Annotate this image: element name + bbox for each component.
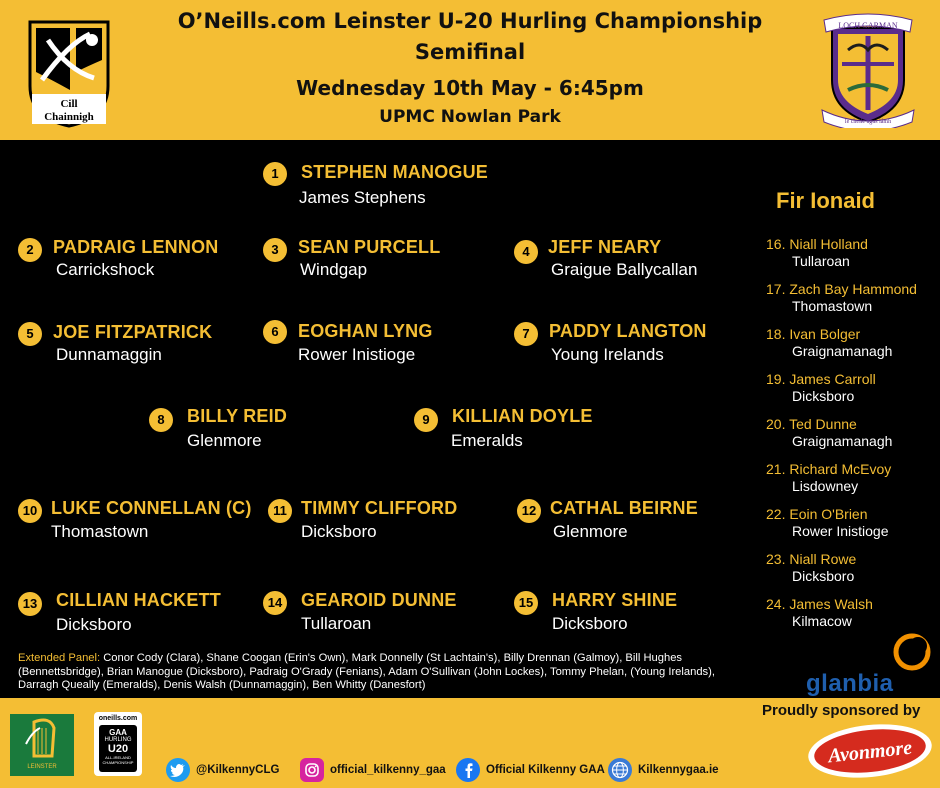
avonmore-text: Avonmore: [827, 736, 914, 768]
player-club: Tullaroan: [301, 614, 372, 633]
sub-name: 20. Ted Dunne: [766, 416, 857, 432]
subs-title: Fir Ionaid: [776, 188, 875, 213]
player-club: James Stephens: [299, 188, 426, 207]
player-name: PADDY LANGTON: [549, 321, 707, 341]
sponsor-caption: Proudly sponsored by: [762, 702, 921, 719]
website-url: Kilkennygaa.ie: [638, 764, 719, 776]
twitter-icon: [166, 758, 190, 782]
player-number-badge: 1: [263, 162, 287, 186]
player-number-badge: 15: [514, 591, 538, 615]
player-name: KILLIAN DOYLE: [452, 406, 593, 426]
player-club: Glenmore: [553, 522, 628, 541]
sub-club: Dicksboro: [792, 388, 855, 404]
u20-logo-bottom: ALL-IRELAND CHAMPIONSHIP: [102, 755, 134, 765]
player-club: Carrickshock: [56, 260, 155, 279]
sub-name: 18. Ivan Bolger: [766, 326, 861, 342]
sub-name: 22. Eoin O'Brien: [766, 506, 868, 522]
u20-logo-top: oneills.com: [98, 715, 138, 722]
instagram-icon: [300, 758, 324, 782]
u20-logo-body: [99, 725, 137, 772]
sub-name: 24. James Walsh: [766, 596, 873, 612]
sub-item: [766, 281, 936, 314]
facebook-handle: Official Kilkenny GAA: [486, 764, 605, 776]
player-number-badge: 3: [263, 238, 287, 262]
player-name: JEFF NEARY: [548, 237, 662, 257]
player-name: PADRAIG LENNON: [53, 237, 219, 257]
player-number-badge: 14: [263, 591, 287, 615]
footer-banner: [0, 698, 940, 788]
sub-club: Lisdowney: [792, 478, 859, 494]
sub-club: Graignamanagh: [792, 343, 893, 359]
player-club: Emeralds: [451, 431, 523, 450]
player-club: Glenmore: [187, 431, 262, 450]
sub-club: Rower Inistioge: [792, 523, 889, 539]
sub-item: [766, 506, 936, 539]
sub-club: Thomastown: [792, 298, 873, 314]
player-number-badge: 12: [517, 499, 541, 523]
player-club: Dicksboro: [301, 522, 377, 541]
player-club: Windgap: [300, 260, 368, 279]
player-name: TIMMY CLIFFORD: [301, 498, 458, 518]
leinster-logo-text: LEINSTER: [27, 764, 57, 770]
sub-item: [766, 461, 936, 494]
sub-item: [766, 236, 936, 269]
player-club: Graigue Ballycallan: [551, 260, 698, 279]
player-number-badge: 4: [514, 240, 538, 264]
u20-logo-gaa: GAA: [109, 728, 127, 737]
player-name: GEAROID DUNNE: [301, 590, 457, 610]
player-number-badge: 13: [18, 592, 42, 616]
player-number-badge: 10: [18, 499, 42, 523]
player-name: BILLY REID: [187, 406, 288, 426]
player-number-badge: 7: [514, 322, 538, 346]
header-banner: [0, 0, 940, 140]
facebook-icon: [456, 758, 480, 782]
svg-text:Chainnigh: Chainnigh: [44, 111, 94, 123]
facebook-link[interactable]: [456, 758, 605, 782]
player-club: Dicksboro: [552, 614, 628, 633]
harp-icon: [10, 714, 74, 764]
website-link[interactable]: [608, 758, 719, 782]
player-name: LUKE CONNELLAN (C): [51, 498, 252, 518]
player-club: Thomastown: [51, 522, 149, 541]
globe-icon: [608, 758, 632, 782]
sub-item: [766, 416, 936, 449]
svg-text:Cill: Cill: [60, 98, 78, 110]
u20-logo-u20: U20: [107, 743, 129, 755]
extended-panel-label: Extended Panel:: [18, 652, 104, 664]
player-name: SEAN PURCELL: [298, 237, 441, 257]
player-number-badge: 2: [18, 238, 42, 262]
instagram-handle: official_kilkenny_gaa: [330, 764, 446, 776]
wexford-motto-text: le cheile agus lámh: [844, 119, 892, 125]
round-label: Semifinal: [414, 40, 526, 64]
player-number-badge: 9: [414, 408, 438, 432]
sub-name: 23. Niall Rowe: [766, 551, 857, 567]
sub-item: [766, 371, 936, 404]
sub-name: 16. Niall Holland: [766, 236, 868, 252]
player-club: Dicksboro: [56, 615, 132, 634]
extended-panel: [18, 652, 758, 693]
sub-item: [766, 596, 936, 629]
player-name: EOGHAN LYNG: [298, 321, 433, 341]
player-number-badge: 6: [263, 320, 287, 344]
match-date: Wednesday 10th May - 6:45pm: [296, 76, 644, 100]
player-club: Rower Inistioge: [298, 345, 416, 364]
u20-logo-hurling: HURLING: [104, 737, 132, 743]
competition-title: O’Neills.com Leinster U-20 Hurling Championship: [177, 9, 763, 33]
player-name: JOE FITZPATRICK: [53, 322, 213, 342]
twitter-link[interactable]: [166, 758, 279, 782]
sub-club: Kilmacow: [792, 613, 852, 629]
player-club: Young Irelands: [551, 345, 664, 364]
u20-championship-logo: [94, 712, 142, 776]
twitter-handle: @KilkennyCLG: [196, 764, 280, 776]
player-name: CATHAL BEIRNE: [550, 498, 698, 518]
sub-name: 21. Richard McEvoy: [766, 461, 892, 477]
sub-club: Dicksboro: [792, 568, 855, 584]
avonmore-logo: [806, 722, 934, 780]
glanbia-swirl-icon: [892, 632, 932, 672]
player-name: STEPHEN MANOGUE: [301, 162, 489, 182]
player-name: CILLIAN HACKETT: [56, 590, 221, 610]
sub-item: [766, 326, 936, 359]
wexford-banner-text: LOCH GARMAN: [838, 21, 898, 30]
leinster-logo: [10, 714, 74, 776]
sub-name: 17. Zach Bay Hammond: [766, 281, 917, 297]
player-number-badge: 8: [149, 408, 173, 432]
player-club: Dunnamaggin: [56, 345, 162, 364]
player-number-badge: 5: [18, 322, 42, 346]
glanbia-logo: glanbia: [806, 670, 894, 697]
match-venue: UPMC Nowlan Park: [379, 107, 561, 127]
wexford-crest-icon: [818, 10, 918, 128]
sub-item: [766, 551, 936, 584]
sub-club: Tullaroan: [792, 253, 850, 269]
instagram-link[interactable]: [300, 758, 446, 782]
player-name: HARRY SHINE: [552, 590, 678, 610]
extended-panel-text: Conor Cody (Clara), Shane Coogan (Erin's Own), Mark Donnelly (St Lachtain's), Billy Drennan (Galmoy), Bill Hughes (Bennettsbridge), Brian Manogue (Dicksboro), Padraig O'Grady (Fenians), Adam O'Sullivan (John Lockes), Tommy Phelan, (Young Irelands), Darragh Queally (Emeralds), Denis Walsh (Dunnamaggin), Ben Whitty (Danesfort): [18, 652, 715, 692]
sub-name: 19. James Carroll: [766, 371, 876, 387]
sub-club: Graignamanagh: [792, 433, 893, 449]
player-number-badge: 11: [268, 499, 292, 523]
